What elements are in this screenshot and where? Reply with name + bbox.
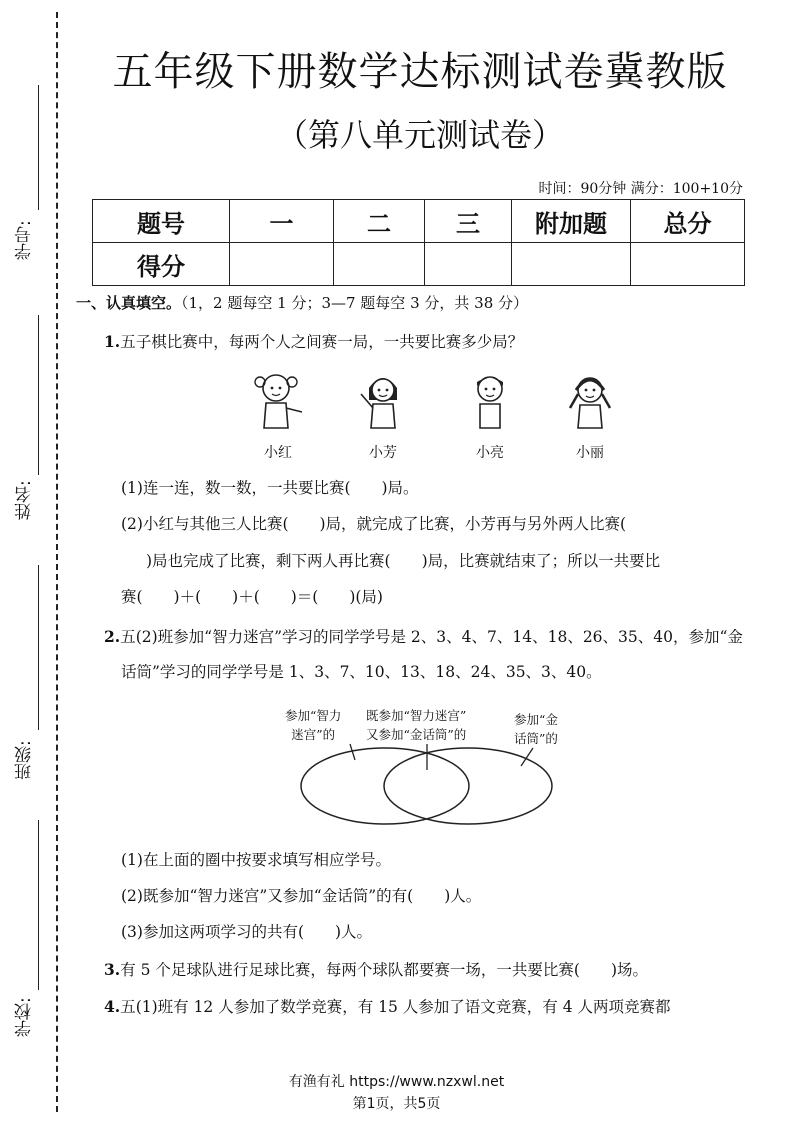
binding-dashed-line [56, 12, 58, 1112]
page-number: 第1页，共5页 [352, 1096, 441, 1112]
question-number: 2. [104, 627, 121, 646]
venn-label-text: 既参加“智力迷宫” [366, 708, 467, 723]
venn-label-text: 参加“智力 [285, 708, 342, 723]
question-text: 五子棋比赛中，每两个人之间赛一局，一共要比赛多少局？ [120, 333, 524, 351]
score-input-cell[interactable] [512, 243, 631, 286]
score-header-cell: 二 [334, 200, 425, 243]
watermark: 有渔有礼 https://www.nzxwl.net [288, 1074, 505, 1090]
score-input-cell[interactable] [334, 243, 425, 286]
character-name: 小丽 [576, 445, 604, 461]
venn-label-text: 参加“金 [514, 712, 558, 727]
q2-part-3: (3)参加这两项学习的共有( )人。 [121, 923, 373, 941]
character-xiaoliang [450, 370, 530, 462]
question-3 [104, 958, 648, 980]
venn-diagram [295, 740, 565, 830]
score-header-cell: 三 [425, 200, 512, 243]
score-header-cell: 一 [230, 200, 334, 243]
student-no-line [38, 85, 39, 210]
question-4 [104, 995, 671, 1017]
class-label: 班级: [15, 740, 35, 780]
venn-label-left [285, 706, 341, 744]
venn-label-middle [366, 706, 466, 744]
question-text: 五(1)班有 12 人参加了数学竞赛，有 15 人参加了语文竞赛，有 4 人两项竞赛都 [120, 998, 671, 1016]
venn-label-text: 话筒”的 [514, 731, 558, 746]
section-note: （1，2 题每空 1 分；3—7 题每空 3 分，共 38 分） [181, 294, 529, 312]
page-subtitle: （第八单元测试卷） [275, 116, 564, 154]
question-2 [104, 625, 743, 647]
question-number: 3. [104, 960, 121, 979]
q1-part-2-line-c: 赛( )＋( )＋( )＝( )(局) [121, 588, 383, 606]
class-line [38, 565, 39, 730]
q1-part-2-line-a: (2)小红与其他三人比赛( )局，就完成了比赛，小芳再与另外两人比赛( [121, 515, 627, 533]
character-name: 小亮 [476, 445, 504, 461]
score-table [92, 199, 745, 286]
question-number: 4. [104, 997, 121, 1016]
venn-circle-left[interactable] [301, 748, 469, 824]
character-xiaoli [550, 370, 630, 462]
name-label: 姓名: [15, 480, 35, 520]
score-input-cell[interactable] [631, 243, 745, 286]
question-1 [104, 330, 523, 352]
q1-part-2-line-b: )局也完成了比赛，剩下两人再比赛( )局，比赛就结束了；所以一共要比 [146, 552, 661, 570]
school-label: 学校: [15, 997, 35, 1037]
q2-part-2: (2)既参加“智力迷宫”又参加“金话筒”的有( )人。 [121, 887, 482, 905]
name-line [38, 315, 39, 475]
school-line [38, 820, 39, 990]
question-number: 1. [104, 332, 121, 351]
character-xiaofang [343, 370, 423, 462]
section-heading [76, 292, 528, 313]
exam-meta: 时间：90分钟 满分：100+10分 [538, 181, 743, 197]
student-no-label: 学号: [15, 220, 35, 260]
girl-pointing-icon [246, 370, 310, 432]
character-name: 小红 [264, 445, 292, 461]
score-input-cell[interactable] [425, 243, 512, 286]
q2-part-1: (1)在上面的圈中按要求填写相应学号。 [121, 851, 391, 869]
score-row-label: 得分 [93, 243, 230, 286]
girl-waving-icon [351, 370, 415, 432]
venn-label-text: 迷宫”的 [291, 727, 336, 742]
score-header-cell: 总分 [631, 200, 745, 243]
score-table-header-row [93, 200, 745, 243]
venn-label-text: 又参加“金话筒”的 [366, 727, 467, 742]
score-header-cell: 附加题 [512, 200, 631, 243]
section-title: 一、认真填空。 [76, 294, 182, 312]
venn-pointer-left [350, 744, 355, 760]
boy-icon [458, 370, 522, 432]
venn-circle-right[interactable] [384, 748, 552, 824]
question-text: 有 5 个足球队进行足球比赛，每两个球队都要赛一场，一共要比赛( )场。 [120, 961, 648, 979]
question-2-continued: 话筒”学习的同学学号是 1、3、7、10、13、18、24、35、3、40。 [121, 663, 602, 681]
score-table-score-row [93, 243, 745, 286]
score-header-cell: 题号 [93, 200, 230, 243]
character-xiaohong [238, 370, 318, 462]
score-input-cell[interactable] [230, 243, 334, 286]
question-text: 五(2)班参加“智力迷宫”学习的同学学号是 2、3、4、7、14、18、26、35、40，参加“金 [120, 628, 743, 646]
girl-braids-icon [558, 370, 622, 432]
page-title: 五年级下册数学达标测试卷冀教版 [112, 49, 728, 95]
q1-part-1: (1)连一连，数一数，一共要比赛( )局。 [121, 479, 419, 497]
character-name: 小芳 [369, 445, 397, 461]
